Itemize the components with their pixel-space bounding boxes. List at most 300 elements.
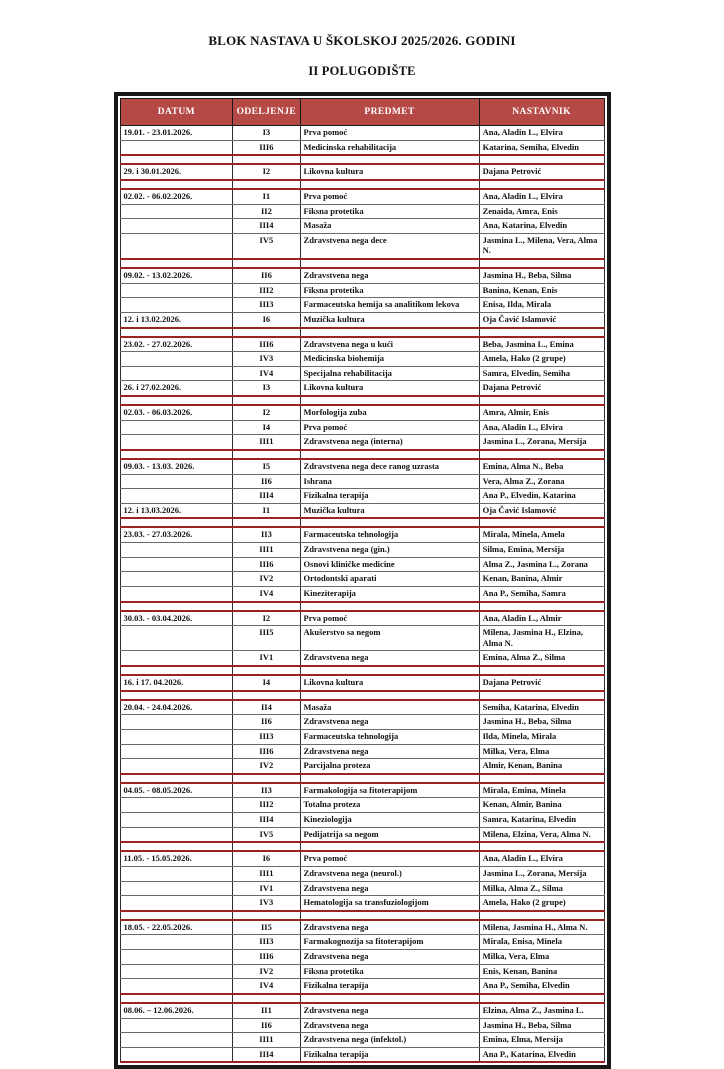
schedule-block — [120, 126, 604, 156]
cell-datum — [120, 366, 233, 381]
cell-predmet: Zdravstvena nega (gin.) — [300, 543, 479, 558]
cell-datum: 04.05. - 08.05.2026. — [120, 783, 233, 798]
cell-predmet: Likovna kultura — [300, 164, 479, 180]
cell-odeljenje: III4 — [233, 813, 300, 828]
cell-nastavnik: Vera, Alma Z., Zorana — [479, 474, 604, 489]
cell-nastavnik: Ana, Aladin L., Elvira — [479, 189, 604, 204]
cell-predmet: Likovna kultura — [300, 381, 479, 396]
cell-predmet: Farmaceutska tehnologija — [300, 527, 479, 542]
spacer-cell — [233, 691, 300, 700]
cell-datum: 23.03. - 27.03.2026. — [120, 527, 233, 542]
table-row — [120, 164, 604, 180]
cell-predmet: Zdravstvena nega — [300, 1018, 479, 1033]
cell-odeljenje: I2 — [233, 611, 300, 626]
cell-datum: 02.03. - 06.03.2026. — [120, 405, 233, 420]
table-row — [120, 366, 604, 381]
cell-predmet: Masaža — [300, 219, 479, 234]
schedule-table-frame — [114, 92, 611, 1069]
spacer-cell — [479, 180, 604, 189]
cell-odeljenje: IV4 — [233, 979, 300, 994]
cell-predmet: Muzička kultura — [300, 312, 479, 327]
cell-odeljenje: III3 — [233, 935, 300, 950]
cell-nastavnik: Jasmina L., Zorana, Mersija — [479, 435, 604, 450]
spacer-cell — [120, 911, 233, 920]
cell-datum — [120, 935, 233, 950]
block-spacer — [120, 911, 604, 920]
cell-odeljenje: II6 — [233, 268, 300, 283]
cell-datum — [120, 204, 233, 219]
cell-nastavnik: Milka, Vera, Elma — [479, 950, 604, 965]
cell-predmet: Farmaceutska hemija sa analitikom lekova — [300, 298, 479, 313]
cell-predmet: Farmakologija sa fitoterapijom — [300, 783, 479, 798]
table-row — [120, 586, 604, 601]
cell-datum: 26. i 27.02.2026. — [120, 381, 233, 396]
cell-predmet: Prva pomoć — [300, 611, 479, 626]
cell-predmet: Pedijatrija sa negom — [300, 827, 479, 842]
cell-odeljenje: III6 — [233, 950, 300, 965]
cell-datum: 08.06. – 12.06.2026. — [120, 1003, 233, 1018]
schedule-block — [120, 851, 604, 911]
spacer-cell — [300, 691, 479, 700]
cell-odeljenje: I6 — [233, 312, 300, 327]
spacer-cell — [300, 328, 479, 337]
table-row — [120, 979, 604, 994]
cell-predmet: Zdravstvena nega — [300, 268, 479, 283]
table-row — [120, 381, 604, 396]
cell-datum — [120, 435, 233, 450]
block-spacer — [120, 666, 604, 675]
cell-datum — [120, 1047, 233, 1062]
cell-nastavnik: Zenaida, Amra, Enis — [479, 204, 604, 219]
spacer-cell — [233, 180, 300, 189]
cell-odeljenje: III6 — [233, 744, 300, 759]
table-row — [120, 503, 604, 518]
spacer-cell — [479, 328, 604, 337]
spacer-cell — [300, 259, 479, 268]
cell-nastavnik: Amela, Hako (2 grupe) — [479, 896, 604, 911]
cell-predmet: Morfologija zuba — [300, 405, 479, 420]
cell-nastavnik: Almir, Kenan, Banina — [479, 759, 604, 774]
spacer-row — [120, 328, 604, 337]
spacer-cell — [300, 911, 479, 920]
schedule-block — [120, 920, 604, 994]
cell-odeljenje: I2 — [233, 164, 300, 180]
spacer-cell — [233, 450, 300, 459]
table-row — [120, 204, 604, 219]
cell-predmet: Zdravstvena nega (interna) — [300, 435, 479, 450]
cell-nastavnik: Ana, Aladin L., Elvira — [479, 420, 604, 435]
spacer-cell — [233, 259, 300, 268]
cell-nastavnik: Mirala, Emina, Minela — [479, 783, 604, 798]
cell-predmet: Fiksna protetika — [300, 964, 479, 979]
cell-nastavnik: Ana P., Semiha, Elvedin — [479, 979, 604, 994]
cell-nastavnik: Mirala, Enisa, Minela — [479, 935, 604, 950]
spacer-cell — [120, 328, 233, 337]
cell-predmet: Zdravstvena nega — [300, 715, 479, 730]
table-row — [120, 233, 604, 259]
block-spacer — [120, 602, 604, 611]
table-row — [120, 715, 604, 730]
cell-datum — [120, 283, 233, 298]
cell-odeljenje: III4 — [233, 489, 300, 504]
cell-nastavnik: Banina, Kenan, Enis — [479, 283, 604, 298]
table-row — [120, 572, 604, 587]
spacer-row — [120, 842, 604, 851]
cell-odeljenje: III4 — [233, 219, 300, 234]
block-spacer — [120, 691, 604, 700]
cell-datum: 19.01. - 23.01.2026. — [120, 126, 233, 141]
cell-predmet: Zdravstvena nega u kući — [300, 337, 479, 352]
schedule-block — [120, 459, 604, 519]
schedule-block — [120, 1003, 604, 1063]
cell-datum — [120, 352, 233, 367]
cell-datum: 11.05. - 15.05.2026. — [120, 851, 233, 866]
cell-predmet: Fiksna protetika — [300, 204, 479, 219]
schedule-block — [120, 527, 604, 601]
cell-datum — [120, 298, 233, 313]
cell-odeljenje: III3 — [233, 729, 300, 744]
cell-datum: 09.03. - 13.03. 2026. — [120, 459, 233, 474]
cell-nastavnik: Milena, Elzina, Vera, Alma N. — [479, 827, 604, 842]
cell-odeljenje: III1 — [233, 435, 300, 450]
cell-nastavnik: Amela, Hako (2 grupe) — [479, 352, 604, 367]
cell-nastavnik: Milka, Alma Z., Silma — [479, 881, 604, 896]
cell-odeljenje: III5 — [233, 626, 300, 651]
cell-nastavnik: Beba, Jasmina L., Emina — [479, 337, 604, 352]
cell-odeljenje: III2 — [233, 283, 300, 298]
spacer-cell — [120, 842, 233, 851]
cell-nastavnik: Jasmina L., Zorana, Mersija — [479, 866, 604, 881]
table-row — [120, 700, 604, 715]
cell-odeljenje: III6 — [233, 337, 300, 352]
spacer-cell — [120, 155, 233, 164]
schedule-block — [120, 189, 604, 259]
spacer-row — [120, 911, 604, 920]
cell-odeljenje: II1 — [233, 1003, 300, 1018]
spacer-row — [120, 396, 604, 405]
cell-predmet: Zdravstvena nega — [300, 1003, 479, 1018]
spacer-cell — [233, 842, 300, 851]
table-row — [120, 896, 604, 911]
cell-datum — [120, 979, 233, 994]
spacer-row — [120, 518, 604, 527]
block-spacer — [120, 180, 604, 189]
cell-nastavnik: Samra, Katarina, Elvedin — [479, 813, 604, 828]
cell-datum — [120, 813, 233, 828]
cell-datum: 20.04. - 24.04.2026. — [120, 700, 233, 715]
cell-predmet: Akušerstvo sa negom — [300, 626, 479, 651]
spacer-cell — [233, 911, 300, 920]
cell-odeljenje: I5 — [233, 459, 300, 474]
table-row — [120, 851, 604, 866]
cell-predmet: Prva pomoć — [300, 851, 479, 866]
cell-predmet: Ortodontski aparati — [300, 572, 479, 587]
block-spacer — [120, 155, 604, 164]
cell-odeljenje: III1 — [233, 543, 300, 558]
table-row — [120, 527, 604, 542]
cell-datum — [120, 896, 233, 911]
cell-odeljenje: IV2 — [233, 964, 300, 979]
spacer-cell — [120, 994, 233, 1003]
cell-nastavnik: Milena, Jasmina H., Elzina, Alma N. — [479, 626, 604, 651]
cell-nastavnik: Emina, Alma N., Beba — [479, 459, 604, 474]
cell-odeljenje: II4 — [233, 700, 300, 715]
cell-datum — [120, 1018, 233, 1033]
schedule-block — [120, 268, 604, 328]
cell-predmet: Totalna proteza — [300, 798, 479, 813]
spacer-cell — [479, 450, 604, 459]
cell-datum — [120, 651, 233, 666]
cell-nastavnik: Mirala, Minela, Amela — [479, 527, 604, 542]
cell-odeljenje: III4 — [233, 1047, 300, 1062]
cell-datum — [120, 759, 233, 774]
table-row — [120, 798, 604, 813]
table-row — [120, 964, 604, 979]
block-spacer — [120, 842, 604, 851]
cell-predmet: Zdravstvena nega — [300, 651, 479, 666]
cell-datum: 18.05. - 22.05.2026. — [120, 920, 233, 935]
table-row — [120, 126, 604, 141]
cell-nastavnik: Jasmina L., Milena, Vera, Alma N. — [479, 233, 604, 259]
spacer-cell — [233, 602, 300, 611]
block-spacer — [120, 994, 604, 1003]
spacer-cell — [233, 774, 300, 783]
header-datum: DATUM — [120, 99, 233, 126]
cell-predmet: Farmaceutska tehnologija — [300, 729, 479, 744]
cell-nastavnik: Semiha, Katarina, Elvedin — [479, 700, 604, 715]
cell-odeljenje: III6 — [233, 557, 300, 572]
spacer-cell — [120, 518, 233, 527]
cell-predmet: Prva pomoć — [300, 189, 479, 204]
cell-datum — [120, 729, 233, 744]
cell-datum: 23.02. - 27.02.2026. — [120, 337, 233, 352]
cell-nastavnik: Dajana Petrović — [479, 164, 604, 180]
cell-predmet: Parcijalna proteza — [300, 759, 479, 774]
spacer-cell — [479, 691, 604, 700]
cell-predmet: Zdravstvena nega (infektol.) — [300, 1033, 479, 1048]
cell-nastavnik: Kenan, Banina, Almir — [479, 572, 604, 587]
spacer-cell — [233, 155, 300, 164]
cell-datum — [120, 950, 233, 965]
table-row — [120, 813, 604, 828]
spacer-cell — [479, 911, 604, 920]
spacer-cell — [479, 842, 604, 851]
schedule-block — [120, 611, 604, 667]
spacer-cell — [300, 666, 479, 675]
table-row — [120, 1047, 604, 1062]
cell-datum — [120, 543, 233, 558]
cell-datum — [120, 572, 233, 587]
cell-predmet: Fiksna protetika — [300, 283, 479, 298]
table-row — [120, 405, 604, 420]
cell-predmet: Osnovi kliničke medicine — [300, 557, 479, 572]
cell-datum — [120, 827, 233, 842]
table-row — [120, 611, 604, 626]
cell-nastavnik: Oja Čavić Islamović — [479, 312, 604, 327]
table-row — [120, 675, 604, 691]
cell-odeljenje: I6 — [233, 851, 300, 866]
cell-odeljenje: I1 — [233, 503, 300, 518]
spacer-cell — [300, 396, 479, 405]
table-row — [120, 298, 604, 313]
cell-predmet: Zdravstvena nega dece ranog uzrasta — [300, 459, 479, 474]
cell-odeljenje: III6 — [233, 140, 300, 155]
cell-datum — [120, 219, 233, 234]
cell-datum: 02.02. - 06.02.2026. — [120, 189, 233, 204]
schedule-block — [120, 405, 604, 450]
cell-datum: 12. i 13.03.2026. — [120, 503, 233, 518]
block-spacer — [120, 259, 604, 268]
cell-odeljenje: I3 — [233, 126, 300, 141]
spacer-cell — [233, 328, 300, 337]
spacer-cell — [479, 155, 604, 164]
table-row — [120, 337, 604, 352]
spacer-cell — [479, 774, 604, 783]
cell-datum: 16. i 17. 04.2026. — [120, 675, 233, 691]
cell-predmet: Zdravstvena nega — [300, 744, 479, 759]
cell-predmet: Kineziterapija — [300, 586, 479, 601]
cell-nastavnik: Enisa, Ilda, Mirala — [479, 298, 604, 313]
spacer-cell — [479, 518, 604, 527]
cell-odeljenje: IV1 — [233, 651, 300, 666]
cell-datum — [120, 233, 233, 259]
spacer-cell — [300, 602, 479, 611]
cell-predmet: Muzička kultura — [300, 503, 479, 518]
cell-odeljenje: II2 — [233, 204, 300, 219]
cell-predmet: Fizikalna terapija — [300, 979, 479, 994]
cell-predmet: Ishrana — [300, 474, 479, 489]
cell-odeljenje: IV3 — [233, 896, 300, 911]
cell-predmet: Likovna kultura — [300, 675, 479, 691]
block-spacer — [120, 450, 604, 459]
spacer-cell — [300, 518, 479, 527]
cell-datum — [120, 626, 233, 651]
table-row — [120, 557, 604, 572]
cell-nastavnik: Amra, Almir, Enis — [479, 405, 604, 420]
table-row — [120, 827, 604, 842]
cell-predmet: Prva pomoć — [300, 126, 479, 141]
spacer-cell — [300, 842, 479, 851]
table-row — [120, 543, 604, 558]
cell-predmet: Kineziologija — [300, 813, 479, 828]
schedule-block — [120, 675, 604, 691]
cell-odeljenje: III3 — [233, 298, 300, 313]
spacer-cell — [479, 259, 604, 268]
spacer-cell — [120, 180, 233, 189]
cell-nastavnik: Ilda, Minela, Mirala — [479, 729, 604, 744]
cell-datum — [120, 474, 233, 489]
header-nastavnik: NASTAVNIK — [479, 99, 604, 126]
schedule-block — [120, 783, 604, 843]
spacer-row — [120, 691, 604, 700]
cell-predmet: Zdravstvena nega — [300, 950, 479, 965]
cell-nastavnik: Dajana Petrović — [479, 675, 604, 691]
cell-nastavnik: Oja Čavić Islamović — [479, 503, 604, 518]
block-spacer — [120, 328, 604, 337]
spacer-cell — [479, 666, 604, 675]
table-row — [120, 935, 604, 950]
table-row — [120, 651, 604, 666]
cell-odeljenje: III2 — [233, 798, 300, 813]
table-row — [120, 219, 604, 234]
table-row — [120, 459, 604, 474]
table-row — [120, 1018, 604, 1033]
table-row — [120, 1003, 604, 1018]
spacer-cell — [120, 691, 233, 700]
block-spacer — [120, 774, 604, 783]
cell-nastavnik: Jasmina H., Beba, Silma — [479, 1018, 604, 1033]
cell-odeljenje: IV3 — [233, 352, 300, 367]
schedule-block — [120, 337, 604, 397]
spacer-row — [120, 666, 604, 675]
cell-nastavnik: Jasmina H., Beba, Silma — [479, 715, 604, 730]
cell-nastavnik: Ana, Katarina, Elvedin — [479, 219, 604, 234]
spacer-cell — [479, 994, 604, 1003]
cell-odeljenje: IV2 — [233, 759, 300, 774]
spacer-row — [120, 180, 604, 189]
spacer-cell — [233, 518, 300, 527]
spacer-row — [120, 774, 604, 783]
cell-odeljenje: II3 — [233, 527, 300, 542]
cell-predmet: Zdravstvena nega dece — [300, 233, 479, 259]
schedule-table — [120, 98, 605, 1063]
cell-odeljenje: II5 — [233, 920, 300, 935]
spacer-cell — [233, 396, 300, 405]
cell-odeljenje: II6 — [233, 715, 300, 730]
table-row — [120, 920, 604, 935]
cell-nastavnik: Katarina, Semiha, Elvedin — [479, 140, 604, 155]
spacer-cell — [120, 259, 233, 268]
spacer-cell — [120, 602, 233, 611]
spacer-cell — [300, 155, 479, 164]
table-row — [120, 352, 604, 367]
table-row — [120, 1033, 604, 1048]
table-row — [120, 312, 604, 327]
spacer-cell — [479, 396, 604, 405]
cell-nastavnik: Ana P., Elvedin, Katarina — [479, 489, 604, 504]
table-row — [120, 866, 604, 881]
cell-odeljenje: IV5 — [233, 827, 300, 842]
spacer-cell — [300, 180, 479, 189]
schedule-block — [120, 164, 604, 180]
cell-nastavnik: Dajana Petrović — [479, 381, 604, 396]
spacer-cell — [233, 994, 300, 1003]
cell-odeljenje: II6 — [233, 474, 300, 489]
spacer-row — [120, 155, 604, 164]
table-row — [120, 489, 604, 504]
table-row — [120, 783, 604, 798]
cell-nastavnik: Emina, Alma Z., Silma — [479, 651, 604, 666]
cell-datum — [120, 866, 233, 881]
table-row — [120, 881, 604, 896]
table-row — [120, 189, 604, 204]
table-row — [120, 759, 604, 774]
cell-odeljenje: IV2 — [233, 572, 300, 587]
cell-nastavnik: Ana, Aladin L., Elvira — [479, 851, 604, 866]
cell-datum — [120, 140, 233, 155]
table-row — [120, 268, 604, 283]
spacer-cell — [120, 666, 233, 675]
cell-odeljenje: IV5 — [233, 233, 300, 259]
cell-odeljenje: II6 — [233, 1018, 300, 1033]
header-row — [120, 99, 604, 126]
cell-odeljenje: III1 — [233, 866, 300, 881]
table-row — [120, 626, 604, 651]
cell-odeljenje: IV1 — [233, 881, 300, 896]
cell-nastavnik: Ana P., Katarina, Elvedin — [479, 1047, 604, 1062]
cell-nastavnik: Milka, Vera, Elma — [479, 744, 604, 759]
cell-nastavnik: Alma Z., Jasmina L., Zorana — [479, 557, 604, 572]
